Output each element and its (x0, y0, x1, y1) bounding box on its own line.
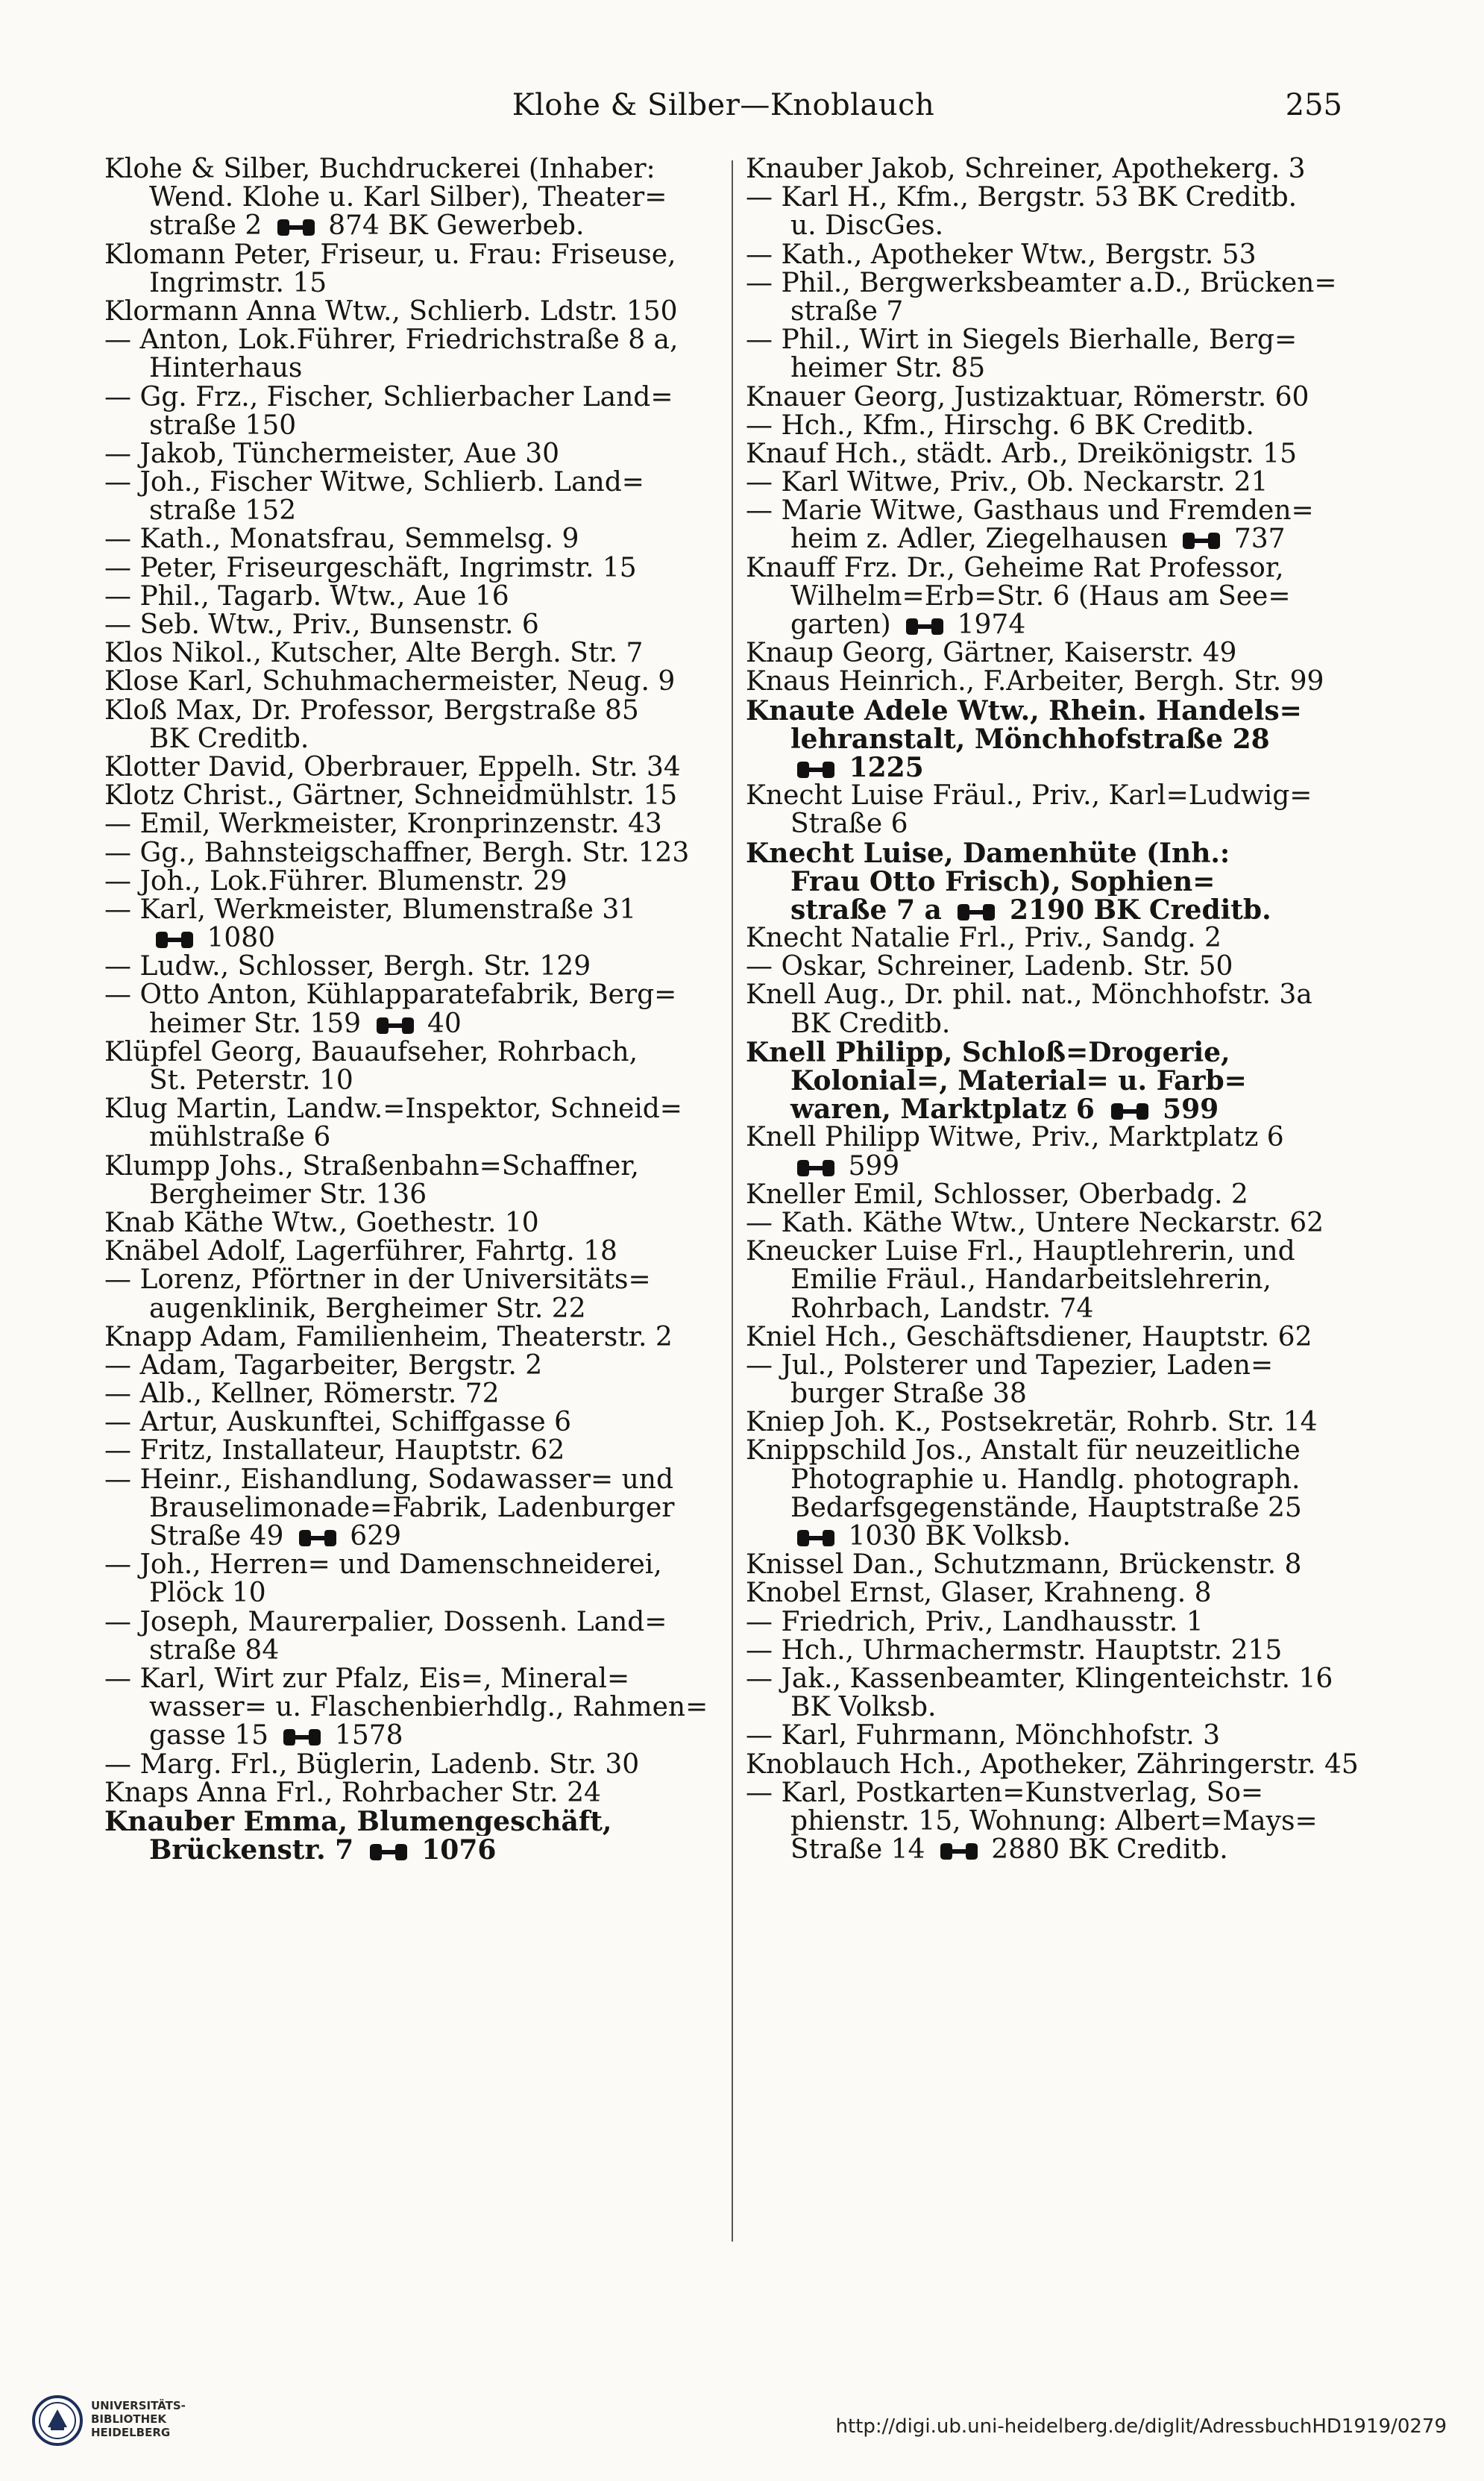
directory-entry-line: wasser= u. Flaschenbierhdlg., Rahmen= (149, 1693, 708, 1722)
telephone-receiver-icon (368, 1842, 409, 1862)
directory-entry-line: Knauber Emma, Blumengeschäft, (104, 1807, 612, 1837)
source-url[interactable]: http://digi.ub.uni-heidelberg.de/diglit/AdressbuchHD1919/0279 (835, 2415, 1447, 2438)
directory-entry-line: Knecht Natalie Frl., Priv., Sandg. 2 (746, 924, 1222, 953)
directory-entry-line: augenklinik, Bergheimer Str. 22 (149, 1294, 586, 1323)
directory-entry-line: — Gg. Frz., Fischer, Schlierbacher Land= (104, 383, 673, 412)
directory-entry-line: Knab Käthe Wtw., Goethestr. 10 (104, 1208, 539, 1238)
directory-entry-line: straße 84 (149, 1636, 280, 1665)
directory-entry-line: heim z. Adler, Ziegelhausen 737 (790, 525, 1286, 554)
directory-entry-line: — Gg., Bahnsteigschaffner, Bergh. Str. 123 (104, 838, 690, 868)
telephone-receiver-icon (275, 218, 317, 237)
directory-entry-line: — Kath. Käthe Wtw., Untere Neckarstr. 62 (746, 1208, 1324, 1238)
directory-entry-line: — Jul., Polsterer und Tapezier, Laden= (746, 1351, 1274, 1381)
directory-entry-line: Kniel Hch., Geschäftsdiener, Hauptstr. 62 (746, 1323, 1312, 1352)
directory-entry-line: Plöck 10 (149, 1579, 266, 1608)
directory-entry-line: 1080 (104, 924, 723, 953)
directory-entry-line: Ingrimstr. 15 (149, 269, 327, 298)
directory-entry-line: heimer Str. 159 40 (149, 1009, 462, 1038)
directory-entry-line: Straße 14 2880 BK Creditb. (790, 1836, 1228, 1865)
directory-entry-line: phienstr. 15, Wohnung: Albert=Mays= (790, 1807, 1318, 1837)
directory-entry-line: Brückenstr. 7 1076 (149, 1836, 497, 1865)
directory-entry-line: — Jak., Kassenbeamter, Klingenteichstr. 16 (746, 1664, 1333, 1694)
directory-entry-line: Kniep Joh. K., Postsekretär, Rohrb. Str. 14 (746, 1408, 1318, 1437)
telephone-receiver-icon (297, 1528, 339, 1548)
directory-entry-line: Knell Philipp Witwe, Priv., Marktplatz 6 (746, 1123, 1284, 1152)
directory-entry-line: Klotter David, Oberbrauer, Eppelh. Str. 34 (104, 753, 681, 782)
directory-entry-line: Knauff Frz. Dr., Geheime Rat Professor, (746, 553, 1284, 583)
page-number: 255 (1285, 88, 1342, 122)
directory-entry-line: — Seb. Wtw., Priv., Bunsenstr. 6 (104, 611, 539, 640)
directory-entry-line: Knaute Adele Wtw., Rhein. Handels= (746, 696, 1302, 725)
library-name (91, 2399, 186, 2439)
library-seal-icon (31, 2394, 84, 2447)
directory-entry-line: Knaup Georg, Gärtner, Kaiserstr. 49 (746, 639, 1237, 668)
directory-entry-line: Knapp Adam, Familienheim, Theaterstr. 2 (104, 1323, 673, 1352)
directory-entry-line: — Oskar, Schreiner, Ladenb. Str. 50 (746, 953, 1233, 982)
directory-entry-line: Knauer Georg, Justizaktuar, Römerstr. 60 (746, 383, 1309, 412)
directory-entry-line: — Karl, Werkmeister, Blumenstraße 31 (104, 895, 637, 925)
directory-entry-line: Klormann Anna Wtw., Schlierb. Ldstr. 150 (104, 297, 678, 327)
directory-entry-line: — Fritz, Installateur, Hauptstr. 62 (104, 1437, 565, 1466)
directory-entry-line: straße 2 874 BK Gewerbeb. (149, 212, 585, 241)
telephone-receiver-icon (795, 760, 837, 780)
telephone-receiver-icon (1109, 1102, 1151, 1121)
footer (0, 2380, 1484, 2462)
directory-entry-line: — Emil, Werkmeister, Kronprinzenstr. 43 (104, 810, 662, 839)
directory-entry-line: — Alb., Kellner, Römerstr. 72 (104, 1380, 500, 1409)
directory-entry-line: — Anton, Lok.Führer, Friedrichstraße 8 a, (104, 326, 679, 355)
directory-entry-line: — Adam, Tagarbeiter, Bergstr. 2 (104, 1351, 543, 1381)
directory-entry-line: — Joh., Herren= und Damenschneiderei, (104, 1551, 662, 1580)
telephone-receiver-icon (795, 1158, 837, 1178)
directory-entry-line: Kolonial=, Material= u. Farb= (790, 1067, 1247, 1096)
directory-entry-line: Knaus Heinrich., F.Arbeiter, Bergh. Str. 99 (746, 668, 1324, 697)
directory-entry-line: Klohe & Silber, Buchdruckerei (Inhaber: (104, 155, 655, 184)
telephone-receiver-icon (154, 930, 195, 950)
telephone-receiver-icon (938, 1842, 980, 1861)
column-divider (732, 160, 733, 2242)
directory-entry-line: Klotz Christ., Gärtner, Schneidmühlstr. 15 (104, 782, 678, 811)
directory-entry-line: Kneller Emil, Schlosser, Oberbadg. 2 (746, 1180, 1248, 1209)
left-column (104, 155, 723, 2244)
directory-entry-line: Wend. Klohe u. Karl Silber), Theater= (149, 184, 667, 213)
library-name-line: UNIVERSITÄTS- (91, 2399, 186, 2412)
directory-entry-line: St. Peterstr. 10 (149, 1067, 353, 1096)
directory-entry-line: Straße 6 (790, 810, 908, 839)
telephone-receiver-icon (904, 617, 946, 636)
directory-entry-line: Knissel Dan., Schutzmann, Brückenstr. 8 (746, 1551, 1302, 1580)
directory-entry-line: — Otto Anton, Kühlapparatefabrik, Berg= (104, 981, 677, 1010)
directory-entry-line: Klüpfel Georg, Bauaufseher, Rohrbach, (104, 1038, 638, 1067)
directory-entry-line: BK Creditb. (149, 724, 309, 753)
running-title: Klohe & Silber—Knoblauch (512, 88, 935, 122)
directory-entry-line: Bedarfsgegenstände, Hauptstraße 25 (790, 1493, 1302, 1522)
directory-entry-line: — Karl Witwe, Priv., Ob. Neckarstr. 21 (746, 468, 1268, 498)
directory-entry-line: Straße 49 629 (149, 1522, 402, 1552)
directory-entry-line: straße 7 (790, 297, 904, 327)
telephone-receiver-icon (795, 1528, 837, 1548)
directory-entry-line: — Karl, Fuhrmann, Mönchhofstr. 3 (746, 1722, 1221, 1751)
directory-entry-line: BK Volksb. (790, 1693, 937, 1722)
directory-entry-line: Frau Otto Frisch), Sophien= (790, 867, 1216, 896)
directory-entry-line: Knell Aug., Dr. phil. nat., Mönchhofstr. 3a (746, 981, 1312, 1010)
library-name-line: BIBLIOTHEK (91, 2412, 166, 2426)
directory-entry-line: — Artur, Auskunftei, Schiffgasse 6 (104, 1408, 571, 1437)
directory-entry-line: — Jakob, Tünchermeister, Aue 30 (104, 439, 560, 469)
directory-entry-line: — Kath., Monatsfrau, Semmelsg. 9 (104, 525, 579, 554)
directory-entry-line: — Joh., Lok.Führer. Blumenstr. 29 (104, 867, 567, 896)
directory-entry-line: — Hch., Kfm., Hirschg. 6 BK Creditb. (746, 411, 1254, 440)
directory-entry-line: — Phil., Bergwerksbeamter a.D., Brücken= (746, 269, 1337, 298)
directory-entry-line: Knaps Anna Frl., Rohrbacher Str. 24 (104, 1778, 601, 1807)
directory-entry-line: straße 150 (149, 411, 297, 440)
directory-entry-line: — Marg. Frl., Büglerin, Ladenb. Str. 30 (104, 1750, 640, 1779)
directory-entry-line: straße 7 a 2190 BK Creditb. (790, 895, 1271, 925)
directory-entry-line: 1225 (746, 753, 1365, 782)
directory-entry-line: Knecht Luise, Damenhüte (Inh.: (746, 838, 1230, 868)
directory-entry-line: Brauselimonade=Fabrik, Ladenburger (149, 1493, 675, 1522)
directory-entry-line: u. DiscGes. (790, 212, 944, 241)
directory-entry-line: Hinterhaus (149, 354, 303, 383)
directory-entry-line: Knippschild Jos., Anstalt für neuzeitliche (746, 1437, 1301, 1466)
directory-entry-line: 1030 BK Volksb. (746, 1522, 1365, 1551)
library-name-line: HEIDELBERG (91, 2426, 171, 2439)
directory-entry-line: Bergheimer Str. 136 (149, 1180, 427, 1209)
directory-entry-line: gasse 15 1578 (149, 1722, 403, 1751)
page-header (104, 88, 1342, 133)
directory-entry-line: Klomann Peter, Friseur, u. Frau: Friseuse, (104, 240, 676, 269)
directory-entry-line: — Karl H., Kfm., Bergstr. 53 BK Creditb. (746, 184, 1298, 213)
directory-entry-line: Emilie Fräul., Handarbeitslehrerin, (790, 1266, 1271, 1295)
telephone-receiver-icon (1180, 531, 1222, 551)
directory-entry-line: — Phil., Wirt in Siegels Bierhalle, Berg= (746, 326, 1298, 355)
directory-entry-line: — Karl, Postkarten=Kunstverlag, So= (746, 1778, 1264, 1807)
directory-entry-line: burger Straße 38 (790, 1380, 1027, 1409)
directory-entry-line: Photographie u. Handlg. photograph. (790, 1465, 1301, 1494)
directory-entry-line: waren, Marktplatz 6 599 (790, 1095, 1219, 1124)
directory-entry-line: Rohrbach, Landstr. 74 (790, 1294, 1094, 1323)
directory-entry-line: Kloß Max, Dr. Professor, Bergstraße 85 (104, 696, 639, 725)
directory-entry-line: — Lorenz, Pförtner in der Universitäts= (104, 1266, 651, 1295)
directory-entry-line: — Marie Witwe, Gasthaus und Fremden= (746, 497, 1314, 526)
directory-entry-line: heimer Str. 85 (790, 354, 986, 383)
directory-entry-line: straße 152 (149, 497, 297, 526)
directory-entry-line: Knell Philipp, Schloß=Drogerie, (746, 1038, 1230, 1067)
telephone-receiver-icon (955, 903, 997, 922)
directory-entry-line: Knauf Hch., städt. Arb., Dreikönigstr. 15 (746, 439, 1297, 469)
directory-entry-line: Knecht Luise Fräul., Priv., Karl=Ludwig= (746, 782, 1312, 811)
directory-entry-line: garten) 1974 (790, 611, 1026, 640)
directory-entry-line: Knauber Jakob, Schreiner, Apothekerg. 3 (746, 155, 1306, 184)
right-column (746, 155, 1365, 2244)
directory-entry-line: — Peter, Friseurgeschäft, Ingrimstr. 15 (104, 553, 637, 583)
directory-entry-line: mühlstraße 6 (149, 1123, 331, 1152)
telephone-receiver-icon (374, 1016, 416, 1035)
directory-entry-line: Klumpp Johs., Straßenbahn=Schaffner, (104, 1152, 639, 1181)
directory-entry-line: — Joseph, Maurerpalier, Dossenh. Land= (104, 1608, 667, 1637)
directory-entry-line: Knobel Ernst, Glaser, Krahneng. 8 (746, 1579, 1212, 1608)
directory-entry-line: — Heinr., Eishandlung, Sodawasser= und (104, 1465, 673, 1494)
directory-entry-line: Kneucker Luise Frl., Hauptlehrerin, und (746, 1238, 1295, 1267)
directory-entry-line: Knäbel Adolf, Lagerführer, Fahrtg. 18 (104, 1238, 617, 1267)
telephone-receiver-icon (281, 1728, 323, 1747)
directory-entry-line: — Kath., Apotheker Wtw., Bergstr. 53 (746, 240, 1257, 269)
directory-entry-line: — Joh., Fischer Witwe, Schlierb. Land= (104, 468, 644, 498)
directory-entry-line: lehranstalt, Mönchhofstraße 28 (790, 724, 1270, 753)
directory-entry-line: Klos Nikol., Kutscher, Alte Bergh. Str. 7 (104, 639, 644, 668)
directory-entry-line: — Friedrich, Priv., Landhausstr. 1 (746, 1608, 1204, 1637)
directory-entry-line: Knoblauch Hch., Apotheker, Zähringerstr. 45 (746, 1750, 1359, 1779)
directory-entry-line: — Ludw., Schlosser, Bergh. Str. 129 (104, 953, 591, 982)
directory-entry-line: Wilhelm=Erb=Str. 6 (Haus am See= (790, 582, 1291, 611)
directory-entry-line: Klug Martin, Landw.=Inspektor, Schneid= (104, 1095, 682, 1124)
directory-entry-line: Klose Karl, Schuhmachermeister, Neug. 9 (104, 668, 676, 697)
directory-entry-line: — Phil., Tagarb. Wtw., Aue 16 (104, 582, 509, 611)
directory-entry-line: — Hch., Uhrmachermstr. Hauptstr. 215 (746, 1636, 1283, 1665)
directory-entry-line: 599 (746, 1152, 1365, 1181)
directory-entry-line: BK Creditb. (790, 1009, 951, 1038)
directory-entry-line: — Karl, Wirt zur Pfalz, Eis=, Mineral= (104, 1664, 630, 1694)
